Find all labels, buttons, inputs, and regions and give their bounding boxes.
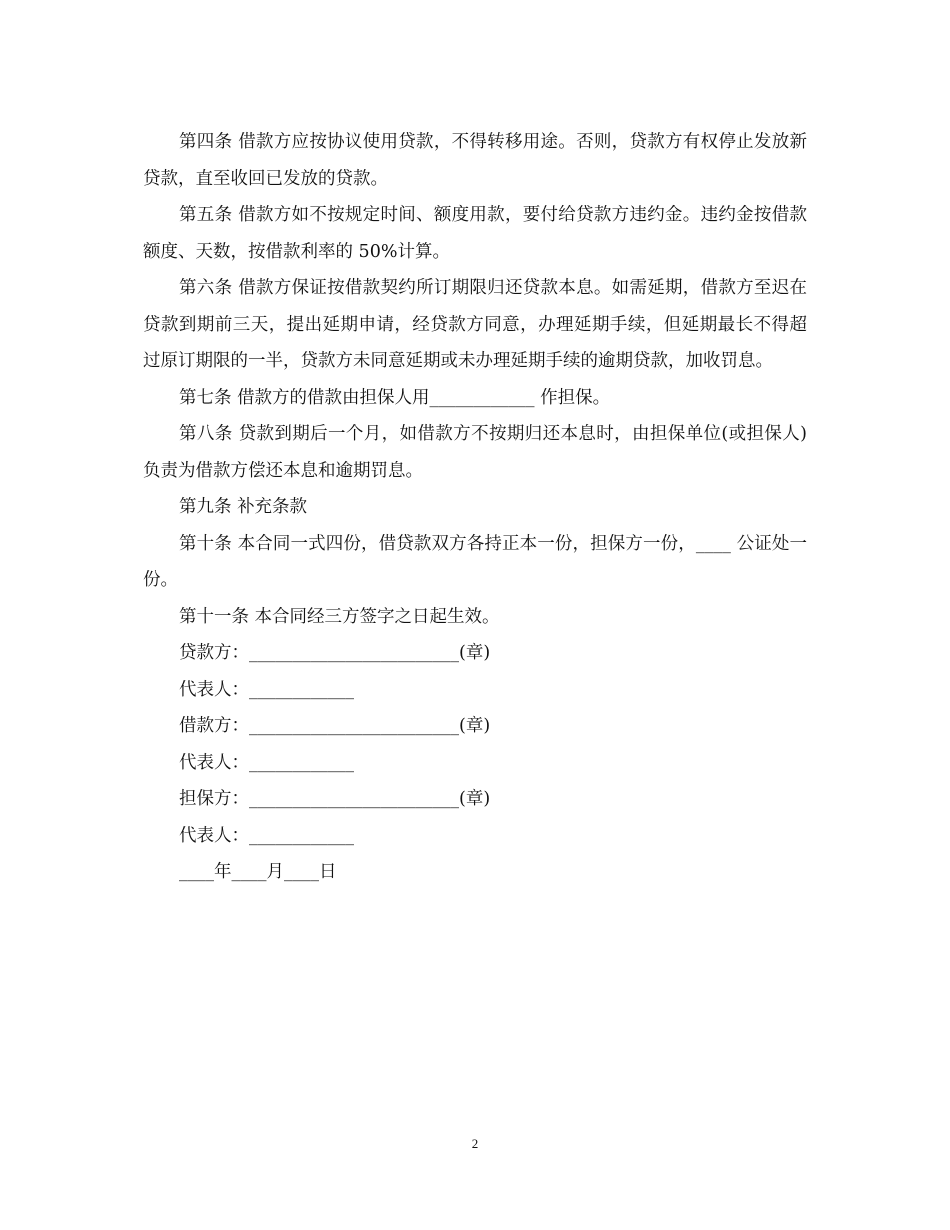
article-8-paragraph: 第八条 贷款到期后一个月，如借款方不按期归还本息时，由担保单位(或担保人)负责为借款方偿还本息和逾期罚息。 [143, 424, 807, 481]
date-line: ____年____月____日 [179, 862, 337, 882]
lender-representative-line: 代表人：____________ [179, 679, 354, 700]
article-6-paragraph: 第六条 借款方保证按借款契约所订期限归还贷款本息。如需延期，借款方至迟在贷款到期前三天，提出延期申请，经贷款方同意，办理延期手续，但延期最长不得超过原订期限的一半，贷款方未同意延期或未办理延期手续的逾期贷款，加收罚息。 [143, 278, 807, 371]
article-10-paragraph: 第十条 本合同一式四份，借贷款双方各持正本一份，担保方一份，____ 公证处一份。 [143, 533, 807, 590]
document-body [143, 124, 807, 891]
guarantor-signature-line: 担保方：________________________(章) [179, 789, 491, 809]
article-9-paragraph: 第九条 补充条款 [179, 497, 308, 517]
page-number: 2 [471, 1136, 479, 1151]
lender-signature-line: 贷款方：________________________(章) [179, 643, 491, 663]
guarantor-representative-line: 代表人：____________ [179, 825, 354, 846]
borrower-representative-line: 代表人：____________ [179, 752, 354, 773]
article-5-paragraph: 第五条 借款方如不按规定时间、额度用款，要付给贷款方违约金。违约金按借款额度、天数，按借款利率的 50%计算。 [143, 205, 807, 262]
borrower-signature-line: 借款方：________________________(章) [179, 716, 491, 736]
article-7-paragraph: 第七条 借款方的借款由担保人用____________ 作担保。 [179, 387, 611, 408]
article-4-paragraph: 第四条 借款方应按协议使用贷款，不得转移用途。否则，贷款方有权停止发放新贷款，直至收回已发放的贷款。 [143, 132, 807, 189]
article-11-paragraph: 第十一条 本合同经三方签字之日起生效。 [179, 606, 500, 627]
